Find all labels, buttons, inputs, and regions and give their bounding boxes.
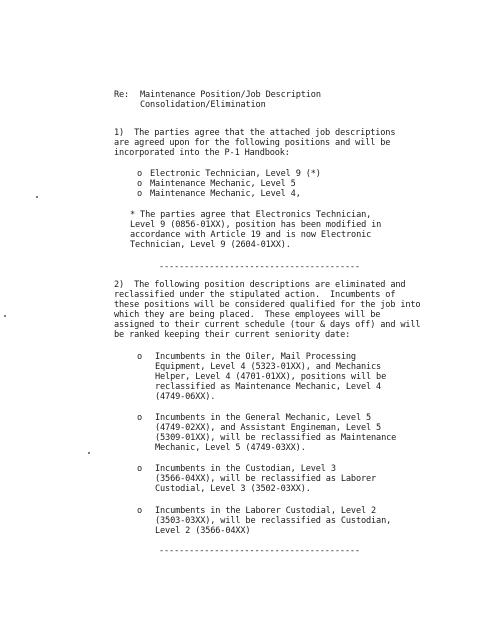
list-item: Electronic Technician, Level 9 (*) [150,169,321,179]
list-item-line: (3503-03XX), will be reclassified as Custodian, [155,516,392,526]
list-item-line: Incumbents in the General Mechanic, Level 5 [155,413,372,423]
scan-speck [4,315,6,317]
scan-speck [36,196,38,198]
bullet-marker: o [137,189,143,199]
scan-speck [88,452,90,454]
divider: ---------------------------------------- [159,262,360,272]
bullet-marker: o [137,352,143,362]
divider: ---------------------------------------- [159,546,360,556]
re-label: Re: [114,90,130,100]
bullet-marker: o [137,506,143,516]
list-item-line: Equipment, Level 4 (5323-01XX), and Mechanics [155,362,382,372]
list-item-line: (4749-02XX), and Assistant Engineman, Level 5 [155,423,382,433]
section1-line-3: incorporated into the P-1 Handbook: [114,148,290,158]
list-item-line: Mechanic, Level 5 (4749-03XX). [155,443,306,453]
list-item: Maintenance Mechanic, Level 5 [150,179,296,189]
section2-line-2: reclassified under the stipulated action. Incumbents of [114,290,396,300]
list-item-line: Level 2 (3566-04XX) [155,526,251,536]
list-item-line: Incumbents in the Custodian, Level 3 [155,464,336,474]
note-line-1: * The parties agree that Electronics Technician, [130,210,372,220]
bullet-marker: o [137,413,143,423]
note-line-2: Level 9 (0856-01XX), position has been modified in [130,220,382,230]
section2-line-1: 2) The following position descriptions are eliminated and [114,280,406,290]
bullet-marker: o [137,179,143,189]
note-line-4: Technician, Level 9 (2604-01XX). [130,240,291,250]
section2-line-5: assigned to their current schedule (tour & days off) and will [114,320,421,330]
section2-line-3: these positions will be considered qualified for the job into [114,300,421,310]
list-item: Maintenance Mechanic, Level 4, [150,189,301,199]
section1-line-1: 1) The parties agree that the attached job descriptions [114,128,396,138]
section1-line-2: are agreed upon for the following positions and will be [114,138,391,148]
section2-line-4: which they are being placed. These employees will be [114,310,381,320]
subject-line-2: Consolidation/Elimination [140,100,266,110]
list-item-line: reclassified as Maintenance Mechanic, Level 4 [155,382,382,392]
list-item-line: (5309-01XX), will be reclassified as Maintenance [155,433,397,443]
bullet-marker: o [137,464,143,474]
subject-line-1: Maintenance Position/Job Description [140,90,321,100]
list-item-line: (3566-04XX), will be reclassified as Laborer [155,474,377,484]
list-item-line: Incumbents in the Oiler, Mail Processing [155,352,356,362]
bullet-marker: o [137,169,143,179]
note-line-3: accordance with Article 19 and is now Electronic [130,230,372,240]
list-item-line: Incumbents in the Laborer Custodial, Level 2 [155,506,377,516]
list-item-line: Helper, Level 4 (4701-01XX), positions will be [155,372,387,382]
list-item-line: Custodial, Level 3 (3502-03XX). [155,484,311,494]
section2-line-6: be ranked keeping their current seniority date: [114,330,351,340]
list-item-line: (4749-06XX). [155,392,216,402]
